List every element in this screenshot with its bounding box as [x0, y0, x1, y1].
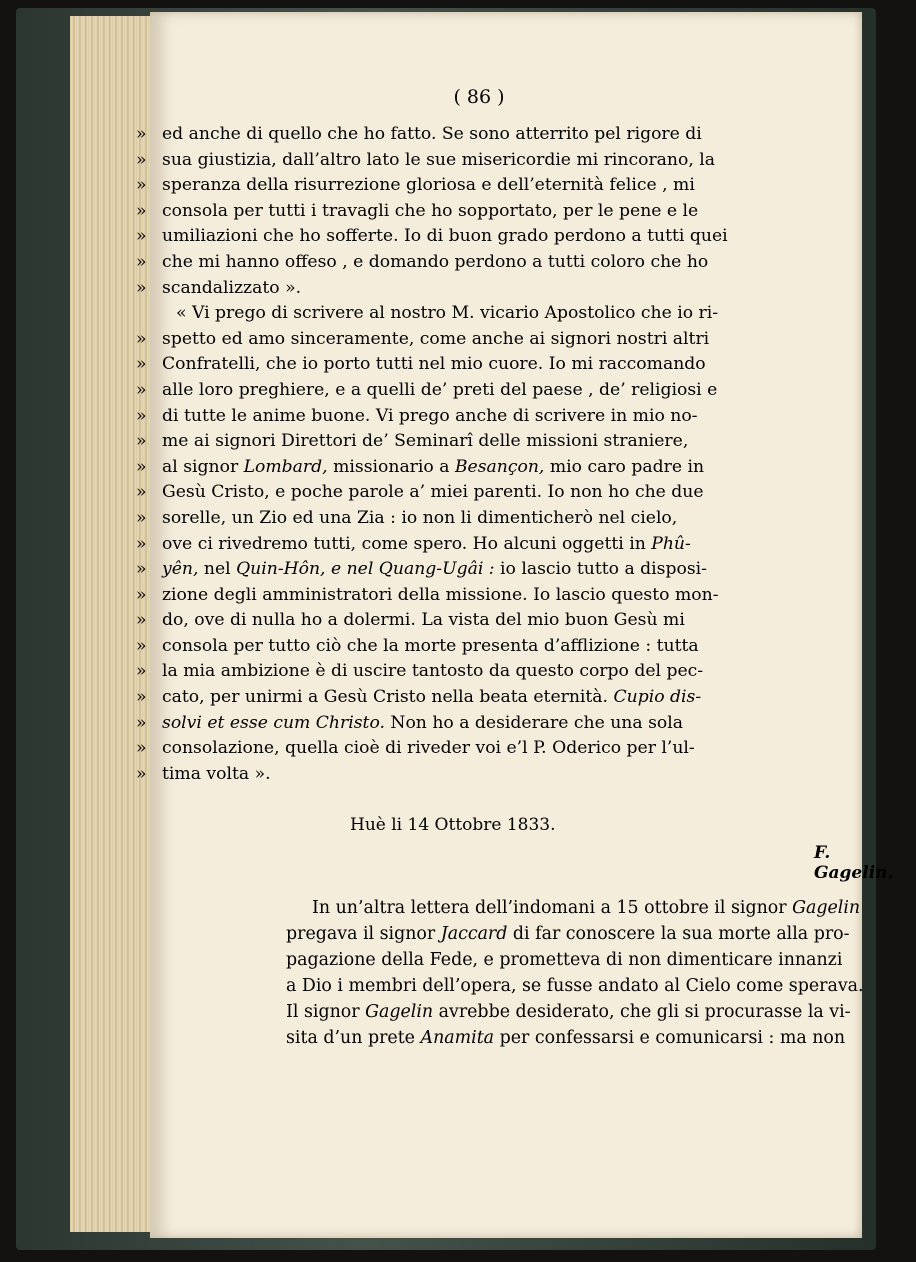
line-text: Confratelli, che io porto tutti nel mio cuore. Io mi raccomando	[162, 354, 706, 375]
text-line	[136, 455, 836, 481]
roman-text: cato, per unirmi a Gesù Cristo nella beata eternità.	[162, 687, 614, 708]
line-text	[162, 557, 834, 583]
text-line	[136, 276, 836, 302]
text-line	[136, 557, 836, 583]
roman-text: per confessarsi e comunicarsi : ma non	[494, 1028, 846, 1048]
italic-text: Jaccard	[440, 924, 508, 944]
guillemet-mark: »	[136, 251, 147, 272]
text-line	[136, 352, 836, 378]
text-line	[136, 404, 836, 430]
text-line	[136, 532, 836, 558]
guillemet-mark: »	[136, 687, 147, 708]
line-text: consolazione, quella cioè di riveder voi e’l P. Oderico per l’ul-	[162, 738, 695, 759]
line-text: do, ove di nulla ho a dolermi. La vista del mio buon Gesù mi	[162, 610, 685, 631]
text-line	[136, 583, 836, 609]
guillemet-mark: »	[136, 584, 147, 605]
italic-text: Besançon,	[454, 456, 545, 477]
guillemet-mark: »	[136, 405, 147, 426]
line-text: me ai signori Direttori de’ Seminarî delle missioni straniere,	[162, 431, 689, 452]
italic-text: Cupio dis-	[613, 687, 702, 708]
text-line	[136, 736, 836, 762]
guillemet-mark: »	[136, 482, 147, 503]
signature-block	[136, 815, 894, 883]
line-text	[162, 685, 834, 711]
roman-text: mio caro padre in	[544, 456, 705, 477]
italic-text: solvi et esse cum Christo.	[162, 712, 385, 733]
guillemet-mark: »	[136, 226, 147, 247]
line-text: sorelle, un Zio ed una Zia : io non li dimenticherò nel cielo,	[162, 507, 678, 528]
text-line	[136, 685, 836, 711]
line-text: che mi hanno offeso , e domando perdono a tutti coloro che ho	[162, 251, 709, 272]
guillemet-mark: »	[136, 124, 147, 144]
line-text: tima volta ».	[162, 763, 271, 784]
signature-date: Huè li 14 Ottobre 1833.	[350, 815, 556, 835]
guillemet-mark: »	[136, 559, 147, 580]
text-line	[136, 224, 836, 250]
italic-text: Phû-	[651, 533, 691, 554]
text-line	[136, 659, 836, 685]
roman-text: In un’altra lettera dell’indomani a 15 ottobre il signor	[312, 898, 793, 918]
guillemet-mark: »	[136, 738, 147, 759]
guillemet-mark: »	[136, 379, 147, 400]
roman-text: pagazione della Fede, e prometteva di non dimenticare innanzi	[286, 950, 843, 970]
roman-text: al signor	[162, 456, 244, 477]
paragraph-line	[286, 921, 850, 947]
roman-text: ove ci rivedremo tutti, come spero. Ho alcuni oggetti in	[162, 533, 652, 554]
roman-text: nel	[198, 559, 237, 580]
line-text: scandalizzato ».	[162, 277, 302, 298]
italic-text: Anamita	[420, 1028, 495, 1048]
guillemet-mark: »	[136, 763, 147, 784]
line-text	[162, 455, 834, 481]
paragraph-line	[286, 999, 851, 1025]
roman-text: io lascio tutto a disposi-	[494, 559, 707, 580]
line-text: la mia ambizione è di uscire tantosto da questo corpo del pec-	[162, 661, 704, 682]
guillemet-mark: »	[136, 354, 147, 375]
line-text	[162, 532, 834, 558]
italic-text: Gagelin	[792, 898, 861, 918]
paragraph-line	[286, 1025, 846, 1051]
text-line	[136, 506, 836, 532]
line-text: umiliazioni che ho sofferte. Io di buon grado perdono a tutti quei	[162, 226, 728, 247]
roman-text: avrebbe desiderato, che gli si procurasse la vi-	[433, 1002, 851, 1022]
guillemet-mark: »	[136, 200, 147, 221]
narrative-paragraph	[286, 895, 864, 1051]
line-text: « Vi prego di scrivere al nostro M. vicario Apostolico che io ri-	[176, 303, 719, 324]
paragraph-line	[286, 895, 861, 921]
roman-text: Il signor	[286, 1002, 366, 1022]
line-text: alle loro preghiere, e a quelli de’ preti del paese , de’ religiosi e	[162, 379, 718, 400]
roman-text: sita d’un prete	[286, 1028, 421, 1048]
line-text: Gesù Cristo, e poche parole a’ miei parenti. Io non ho che due	[162, 482, 704, 503]
roman-text: pregava il signor	[286, 924, 441, 944]
roman-text: di far conoscere la sua morte alla pro-	[507, 924, 850, 944]
roman-text: Non ho a desiderare che una sola	[384, 712, 683, 733]
guillemet-mark: »	[136, 328, 147, 349]
text-line	[136, 301, 836, 327]
italic-text: yên,	[162, 559, 199, 580]
guillemet-mark: »	[136, 712, 147, 733]
guillemet-mark: »	[136, 635, 147, 656]
text-line	[136, 378, 836, 404]
line-text: consola per tutti i travagli che ho sopportato, per le pene e le	[162, 200, 699, 221]
guillemet-mark: »	[136, 610, 147, 631]
italic-text: Gagelin	[365, 1002, 434, 1022]
text-line	[136, 608, 836, 634]
text-line	[136, 148, 836, 174]
line-text: consola per tutto ciò che la morte presenta d’afflizione : tutta	[162, 635, 699, 656]
text-line	[136, 327, 836, 353]
line-text: spetto ed amo sinceramente, come anche ai signori nostri altri	[162, 328, 710, 349]
text-line	[136, 429, 836, 455]
paragraph-line	[286, 947, 843, 973]
line-text: ed anche di quello che ho fatto. Se sono atterrito pel rigore di	[162, 124, 702, 144]
guillemet-mark: »	[136, 661, 147, 682]
guillemet-mark: »	[136, 507, 147, 528]
line-text: speranza della risurrezione gloriosa e dell’eternità felice , mi	[162, 175, 695, 196]
guillemet-mark: »	[136, 149, 147, 170]
guillemet-mark: »	[136, 456, 147, 477]
roman-text: missionario a	[327, 456, 455, 477]
line-text	[162, 711, 834, 737]
guillemet-mark: »	[136, 431, 147, 452]
roman-text: a Dio i membri dell’opera, se fusse andato al Cielo come sperava.	[286, 976, 864, 996]
text-line	[136, 173, 836, 199]
guillemet-mark: »	[136, 277, 147, 298]
line-text: zione degli amministratori della missione. Io lascio questo mon-	[162, 584, 719, 605]
line-text: di tutte le anime buone. Vi prego anche di scrivere in mio no-	[162, 405, 698, 426]
text-line	[136, 711, 836, 737]
paragraph-line	[286, 973, 864, 999]
text-line	[136, 122, 836, 148]
italic-text: Lombard,	[243, 456, 328, 477]
signature-name: F. Gagelin.	[814, 843, 894, 883]
text-line	[136, 250, 836, 276]
guillemet-mark: »	[136, 175, 147, 196]
text-line	[136, 762, 836, 788]
guillemet-mark: »	[136, 533, 147, 554]
text-line	[136, 634, 836, 660]
page-number: ( 86 )	[453, 86, 505, 108]
line-text: sua giustizia, dall’altro lato le sue misericordie mi rincorano, la	[162, 149, 716, 170]
text-line	[136, 480, 836, 506]
text-line	[136, 199, 836, 225]
italic-text: Quin-Hôn, e nel Quang-Ugâi :	[236, 559, 495, 580]
quoted-letter	[136, 122, 836, 787]
